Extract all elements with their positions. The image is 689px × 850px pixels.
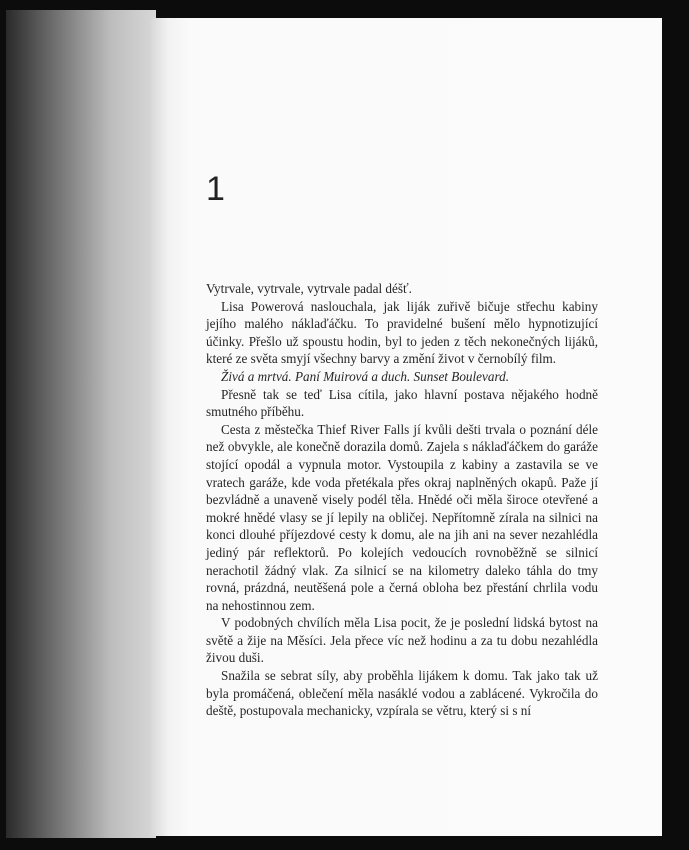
paragraph: Lisa Powerová naslouchala, jak liják zuřivě bičuje střechu kabiny jejího malého náklaďáčku. To pravidelné bušení mělo hypnotizující účinky. Přešlo už spoustu hodin, byl to jeden z těch nekonečných lijáků, které ze světa smyjí všechny barvy a změní život v černobílý film. [206, 298, 598, 367]
paragraph: Vytrvale, vytrvale, vytrvale padal déšť. [206, 281, 412, 296]
paragraph: Přesně tak se teď Lisa cítila, jako hlavní postava nějakého hodně smutného příběhu. [206, 386, 598, 420]
paragraph: Snažila se sebrat síly, aby proběhla lijákem k domu. Tak jako tak už byla promáčená, oblečení měla nasáklé vodou a zablácené. Vykročila do deště, postupovala mechanicky, vzpírala se větru, který si s ní [206, 668, 598, 719]
paragraph: Cesta z městečka Thief River Falls jí kvůli dešti trvala o poznání déle než obvykle, ale konečně dorazila domů. Zajela s náklaďáčkem do garáže stojící opodál a vypnula motor. Vystoupila z kabiny a zastavila se ve vratech garáže, kde voda přetékala přes okraj naplněných okapů. Paže jí bezvládně a unaveně visely podél těla. Hnědé oči měla široce otevřené a mokré hnědé vlasy se jí lepily na obličej. Nepřítomně zírala na silnici na konci dlouhé příjezdové cesty k domu, ale na jih ani na sever nezahlédla jediný pár reflektorů. Po kolejích vedoucích rovnoběžně se silnicí nerachotil žádný vlak. Za silnicí se na kilometry daleko táhla do tmy rovná, prázdná, neutěšená pole a černá obloha bez přestání chrlila vodu na nehostinnou zem. [206, 421, 598, 613]
chapter-text [206, 280, 598, 720]
chapter-number: 1 [206, 170, 225, 208]
paragraph: V podobných chvílích měla Lisa pocit, že je poslední lidská bytost na světě a žije na Měsíci. Jela přece víc než hodinu a za tu dobu nezahlédla živou duši. [206, 615, 598, 666]
paragraph-italic-titles: Živá a mrtvá. Paní Muirová a duch. Sunset Boulevard. [221, 368, 510, 384]
left-page-edge [6, 10, 156, 838]
